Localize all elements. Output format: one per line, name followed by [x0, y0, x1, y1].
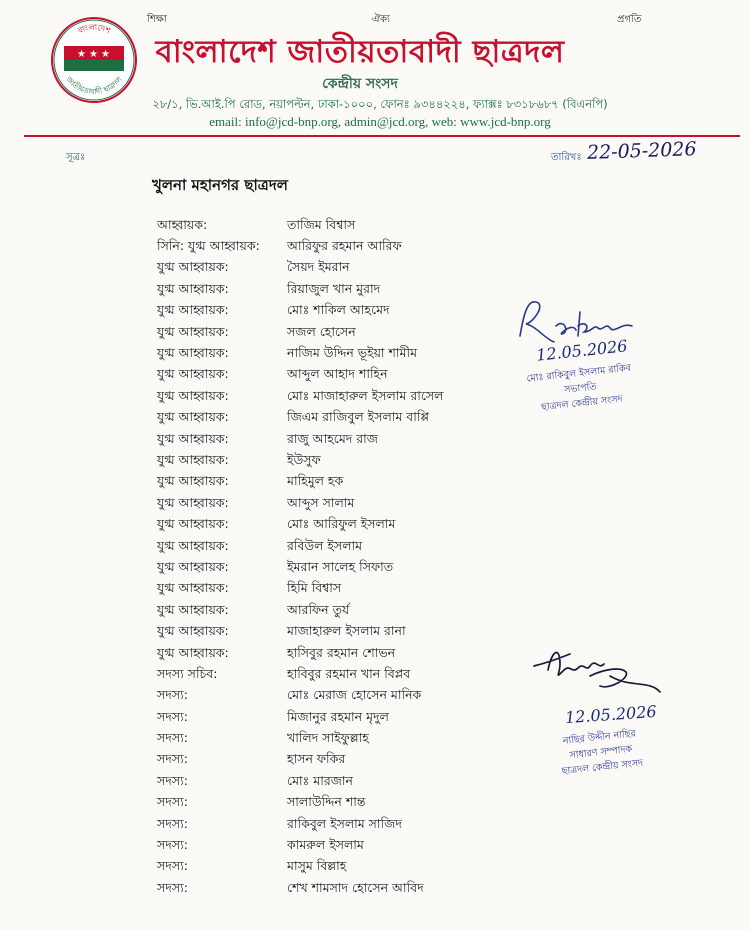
member-name: মাজাহারুল ইসলাম রানা — [287, 623, 406, 639]
roster-row — [157, 729, 577, 750]
member-name: রাজু আহমেদ রাজ — [287, 430, 378, 446]
member-name: রাকিবুল ইসলাম সাজিদ — [287, 815, 402, 831]
member-position: যুগ্ম আহ্বায়ক: — [157, 580, 229, 596]
member-position: সদস্য সচিব: — [157, 665, 218, 681]
signature-secretary-date: 12.05.2026 — [564, 701, 658, 728]
member-position: যুগ্ম আহ্বায়ক: — [157, 387, 229, 403]
roster-row — [157, 622, 577, 643]
member-name: আরিফুর রহমান আরিফ — [287, 238, 402, 254]
roster-row — [157, 430, 577, 451]
member-position: যুগ্ম আহ্বায়ক: — [157, 345, 229, 361]
member-name: ইমরান সালেহ সিফাত — [287, 558, 394, 574]
roster-row — [157, 708, 577, 729]
organization-address: ২৮/১, ভি.আই.পি রোড, নয়াপল্টন, ঢাকা-১০০০, ফোনঃ ৯৩৪৪২২৪, ফ্যাক্সঃ ৮৩১৮৬৮৭ (বিএনপি) — [152, 97, 608, 111]
member-position: সিনি: যুগ্ম আহ্বায়ক: — [157, 238, 260, 254]
logo-top-text: বাংলাদেশ — [76, 22, 112, 36]
member-name: তাজিম বিশ্বাস — [287, 216, 356, 232]
roster-row — [157, 836, 577, 857]
member-position: যুগ্ম আহ্বায়ক: — [157, 494, 229, 510]
roster-row — [157, 580, 577, 601]
roster-row — [157, 558, 577, 579]
member-name: সালাউদ্দিন শান্ত — [287, 794, 366, 810]
signature-scribble-icon — [530, 640, 670, 700]
member-position: আহ্বায়ক: — [157, 216, 208, 232]
organization-logo — [50, 16, 138, 104]
roster-row — [157, 216, 577, 237]
member-position: যুগ্ম আহ্বায়ক: — [157, 259, 229, 275]
member-name: মোঃ মেরাজ হোসেন মানিক — [287, 687, 422, 703]
roster-row — [157, 387, 577, 408]
motto-unity: ঐক্য — [372, 14, 390, 25]
member-name: আরফিন তুর্য — [287, 601, 350, 617]
motto-education: শিক্ষা — [147, 14, 167, 25]
signature-president-date: 12.05.2026 — [535, 336, 629, 365]
logo-emblem-icon — [50, 16, 138, 104]
roster-row — [157, 687, 577, 708]
member-name: মোঃ মারজান — [287, 772, 353, 788]
member-position: যুগ্ম আহ্বায়ক: — [157, 473, 229, 489]
member-position: সদস্য: — [157, 730, 188, 746]
member-name: কামরুল ইসলাম — [287, 837, 364, 853]
roster-row — [157, 494, 577, 515]
roster-row — [157, 515, 577, 536]
roster-row — [157, 451, 577, 472]
member-name: হাবিবুর রহমান খান বিপ্লব — [287, 665, 411, 681]
member-position: যুগ্ম আহ্বায়ক: — [157, 302, 229, 318]
member-name: মিজানুর রহমান মৃদুল — [287, 708, 389, 724]
roster-row — [157, 858, 577, 879]
member-name: মোঃ শাকিল আহমেদ — [287, 302, 390, 318]
member-position: যুগ্ম আহ্বায়ক: — [157, 366, 229, 382]
member-position: যুগ্ম আহ্বায়ক: — [157, 430, 229, 446]
member-position: সদস্য: — [157, 751, 188, 767]
member-name: আব্দুস সালাম — [287, 494, 355, 510]
stamp-title: সভাপতি — [563, 381, 598, 396]
member-position: যুগ্ম আহ্বায়ক: — [157, 323, 229, 339]
svg-text:★: ★ — [89, 49, 98, 60]
reference-label: সূত্রঃ — [66, 152, 86, 163]
roster-row — [157, 366, 577, 387]
signature-secretary — [530, 640, 670, 700]
member-position: সদস্য: — [157, 708, 188, 724]
member-name: নাজিম উদ্দিন ভূইয়া শামীম — [287, 345, 418, 361]
member-name: রিয়াজুল খান মুরাদ — [287, 280, 381, 296]
member-position: যুগ্ম আহ্বায়ক: — [157, 409, 229, 425]
member-position: সদস্য: — [157, 794, 188, 810]
member-name: সজল হোসেন — [287, 323, 356, 339]
date-label: তারিখঃ — [551, 152, 582, 163]
organization-subtitle: কেন্দ্রীয় সংসদ — [322, 76, 398, 92]
member-position: সদস্য: — [157, 858, 188, 874]
roster-row — [157, 772, 577, 793]
roster-row — [157, 537, 577, 558]
member-position: সদস্য: — [157, 879, 188, 895]
stamp-organization: ছাত্রদল কেন্দ্রীয় সংসদ — [540, 393, 624, 414]
member-name: সৈয়দ ইমরান — [287, 259, 350, 275]
logo-bottom-text: জাতীয়তাবাদী ছাত্রদল — [64, 74, 124, 97]
president-stamp — [526, 361, 635, 417]
member-position: যুগ্ম আহ্বায়ক: — [157, 644, 229, 660]
roster-row — [157, 259, 577, 280]
roster-row — [157, 473, 577, 494]
roster-row — [157, 644, 577, 665]
roster-row — [157, 665, 577, 686]
member-name: শেখ শামসাদ হোসেন আবিদ — [287, 879, 424, 895]
member-name: মাসুম বিল্লাহ — [287, 858, 347, 874]
svg-text:★: ★ — [77, 49, 86, 60]
member-position: যুগ্ম আহ্বায়ক: — [157, 537, 229, 553]
roster-row — [157, 237, 577, 258]
roster-row — [157, 879, 577, 900]
organization-contact: email: info@jcd-bnp.org, admin@jcd.org, web: www.jcd-bnp.org — [209, 114, 551, 129]
organization-name: বাংলাদেশ জাতীয়তাবাদী ছাত্রদল — [155, 34, 565, 70]
roster-row — [157, 815, 577, 836]
document-title: খুলনা মহানগর ছাত্রদল — [152, 176, 288, 194]
member-position: সদস্য: — [157, 837, 188, 853]
roster-row — [157, 601, 577, 622]
secretary-stamp — [558, 726, 644, 779]
roster-row — [157, 794, 577, 815]
member-position: যুগ্ম আহ্বায়ক: — [157, 601, 229, 617]
member-position: সদস্য: — [157, 687, 188, 703]
motto-progress: প্রগতি — [617, 14, 642, 25]
member-name: হাসিবুর রহমান শোভন — [287, 644, 396, 660]
member-name: মোঃ আরিফুল ইসলাম — [287, 516, 396, 532]
member-position: সদস্য: — [157, 772, 188, 788]
member-name: জিএম রাজিবুল ইসলাম বাপ্পি — [287, 409, 429, 425]
stamp-name: নাছির উদ্দীন নাছির — [562, 728, 637, 747]
member-name: হাসন ফকির — [287, 751, 346, 767]
stamp-name: মোঃ রাকিবুল ইসলাম রাকিব — [526, 362, 632, 385]
member-name: মাহিমুল হক — [287, 473, 344, 489]
member-position: যুগ্ম আহ্বায়ক: — [157, 516, 229, 532]
roster-row — [157, 409, 577, 430]
header-divider — [24, 135, 740, 137]
roster-row — [157, 751, 577, 772]
member-name: আব্দুল আহাদ শাহিন — [287, 366, 388, 382]
member-name: রবিউল ইসলাম — [287, 537, 363, 553]
member-position: যুগ্ম আহ্বায়ক: — [157, 558, 229, 574]
member-position: যুগ্ম আহ্বায়ক: — [157, 451, 229, 467]
stamp-organization: ছাত্রদল কেন্দ্রীয় সংসদ — [561, 757, 644, 778]
member-name: খালিদ সাইফুল্লাহ — [287, 730, 369, 746]
member-position: যুগ্ম আহ্বায়ক: — [157, 623, 229, 639]
member-position: যুগ্ম আহ্বায়ক: — [157, 280, 229, 296]
member-position: সদস্য: — [157, 815, 188, 831]
member-name: মোঃ মাজাহারুল ইসলাম রাসেল — [287, 387, 444, 403]
member-name: হিমি বিশ্বাস — [287, 580, 342, 596]
date-value: 22-05-2026 — [586, 138, 697, 164]
svg-text:★: ★ — [101, 49, 110, 60]
member-name: ইউসুফ — [287, 451, 321, 467]
stamp-title: সাধারণ সম্পাদক — [569, 743, 633, 762]
